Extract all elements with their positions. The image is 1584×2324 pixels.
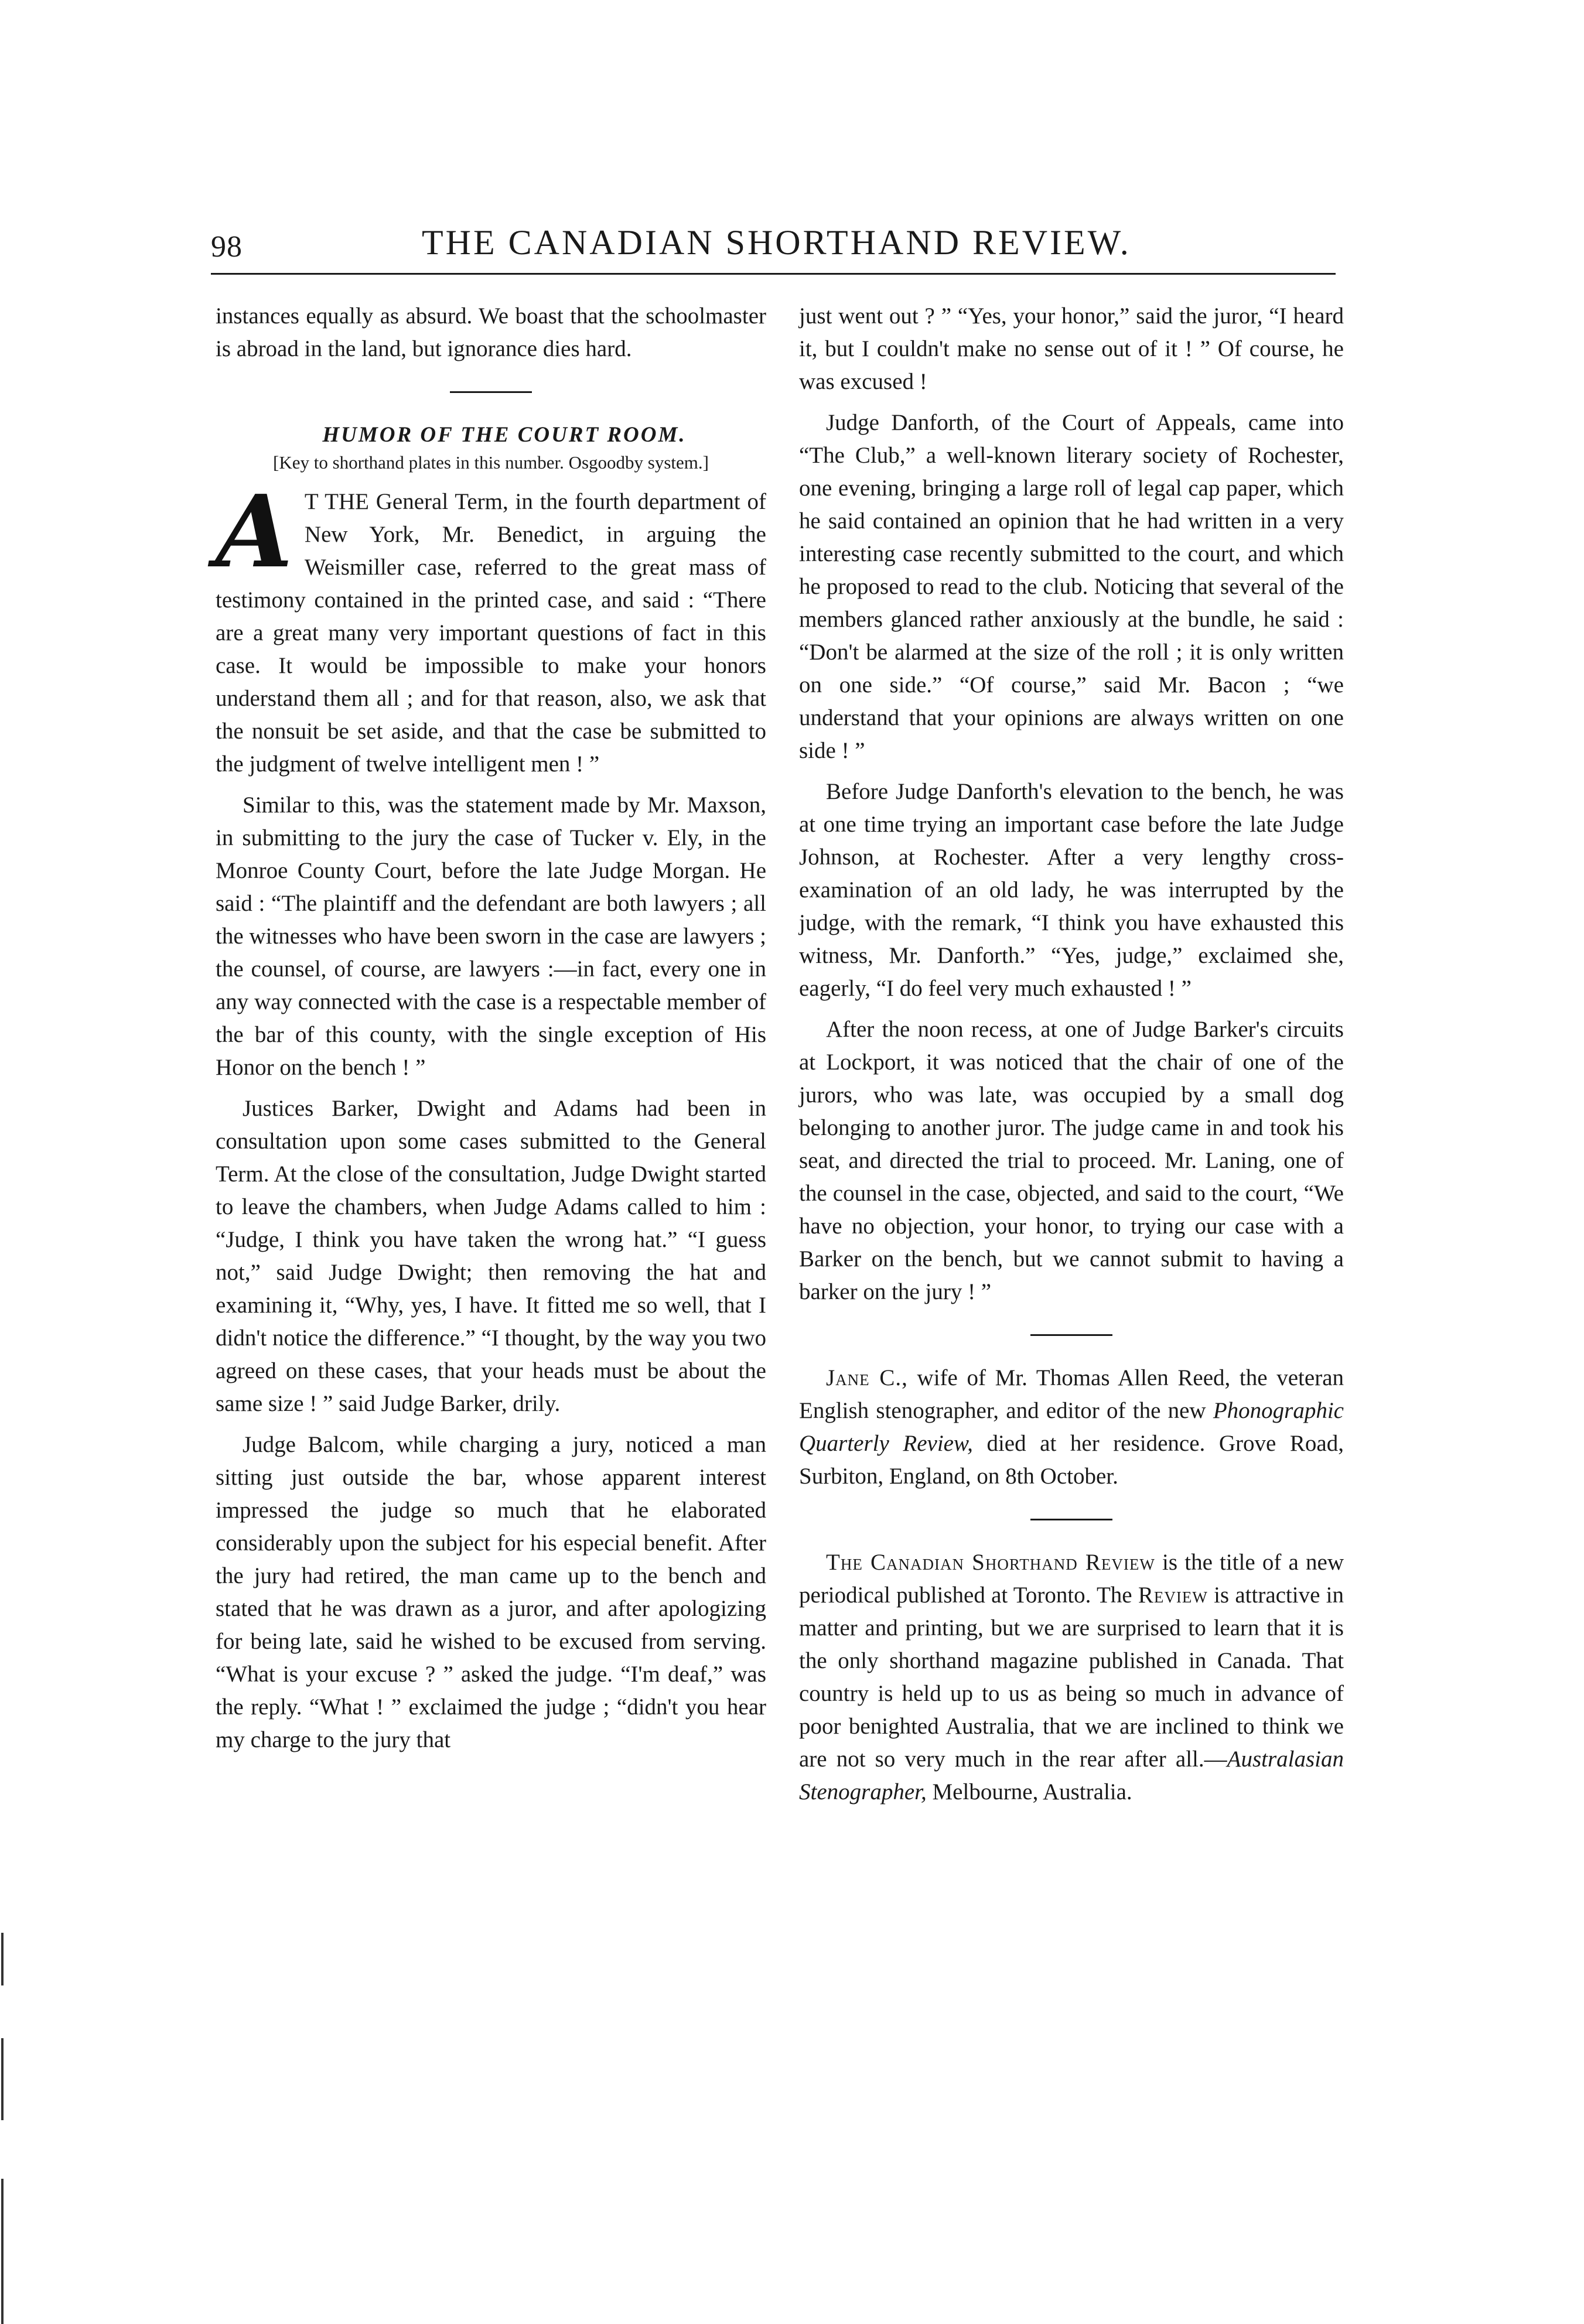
page-number: 98 [211, 230, 243, 264]
notice-text: is attractive in matter and printing, but we are surprised to learn that it is the only shorthand magazine published in Canada. That country is held up to us as being so much in advance of poor benighted Australia, that we are inclined to think we are not so very much in the rear after all.— [799, 1583, 1344, 1772]
running-title: THE CANADIAN SHORTHAND REVIEW. [422, 223, 1131, 262]
article-paragraph: Justices Barker, Dwight and Adams had been in consultation upon some cases submitted to the General Term. At the close of the consultation, Judge Dwight started to leave the chambers, when Judge Adams called to him : “Judge, I think you have taken the wrong hat.” “I guess not,” said Judge Dwight; then removing the hat and examining it, “Why, yes, I have. It fitted me so well, that I didn't notice the difference.” “I thought, by the way you two agreed on these cases, that your heads must be about the same size ! ” said Judge Barker, drily. [216, 1096, 766, 1416]
article-paragraph: just went out ? ” “Yes, your honor,” said the juror, “I heard it, but I couldn't make no sense out of it ! ” Of course, he was excused ! [799, 303, 1344, 394]
notice-italic: Phonographic Quarterly Review, [799, 1398, 1344, 1456]
section-divider [1030, 1519, 1112, 1520]
section-divider [1030, 1334, 1112, 1336]
notice-lead: Jane C., [826, 1365, 908, 1390]
notice-text: wife of Mr. Thomas Allen Reed, the veteran English stenographer, and editor of the new [799, 1365, 1344, 1423]
article-paragraph: Before Judge Danforth's elevation to the bench, he was at one time trying an important case before the late Judge Johnson, at Rochester. After a very lengthy cross-examination of an old lady, he was interrupted by the judge, with the remark, “I think you have exhausted this witness, Mr. Danforth.” “Yes, judge,” exclaimed she, eagerly, “I do feel very much exhausted ! ” [799, 779, 1344, 1001]
drop-cap: A [216, 473, 293, 590]
right-column [799, 300, 1344, 1809]
article-paragraph: Judge Danforth, of the Court of Appeals, came into “The Club,” a well-known literary society of Rochester, one evening, bringing a large roll of legal cap paper, which he said contained an opinion that he had written in a very interesting case recently submitted to the court, and which he proposed to read to the club. Noticing that several of the members glanced rather anxiously at the bundle, he said : “Don't be alarmed at the size of the roll ; it is only written on one side.” “Of course,” said Mr. Bacon ; “we understand that your opinions are always written on one side ! ” [799, 410, 1344, 763]
key-note: [Key to shorthand plates in this number. Osgoodby system.] [273, 452, 709, 473]
scan-edge-marks [0, 1933, 7, 2324]
notice-paragraph [799, 1546, 1344, 1809]
notice-review: Review [1138, 1583, 1208, 1608]
notice-text: is the title of a new periodical published at Toronto. The [799, 1550, 1344, 1608]
notice-text: died at her residence. Grove Road, Surbiton, England, on 8th October. [799, 1431, 1344, 1489]
notice-lead: The Canadian Shorthand Review [826, 1550, 1155, 1575]
notice-italic: Australasian Stenographer, [799, 1747, 1344, 1804]
section-title: HUMOR OF THE COURT ROOM. [322, 423, 687, 447]
article-paragraph-text: T THE General Term, in the fourth department of New York, Mr. Benedict, in arguing the Weismiller case, referred to the great mass of testimony contained in the printed case, and said : “There are a great many very important questions of fact in this case. It would be impossible to make your honors understand them all ; and for that reason, also, we ask that the nonsuit be set aside, and that the case be submitted to the judgment of twelve intelligent men ! ” [216, 489, 766, 777]
article-paragraph: Judge Balcom, while charging a jury, noticed a man sitting just outside the bar, whose apparent interest impressed the judge so much that he elaborated considerably upon the subject for his especial benefit. After the jury had retired, the man came up to the bench and stated that he was drawn as a juror, and after apologizing for being late, said he wished to be excused from serving. “What is your excuse ? ” asked the judge. “I'm deaf,” was the reply. “What ! ” exclaimed the judge ; “didn't you hear my charge to the jury that [216, 1432, 766, 1752]
notice-paragraph [799, 1362, 1344, 1493]
header-rule [211, 273, 1336, 275]
section-divider [450, 391, 532, 393]
article-paragraph: After the noon recess, at one of Judge Barker's circuits at Lockport, it was noticed that the chair of one of the jurors, who was late, was occupied by a small dog belonging to another juror. The judge came in and took his seat, and directed the trial to proceed. Mr. Laning, one of the counsel in the case, objected, and said to the court, “We have no objection, your honor, to trying our case with a Barker on the bench, but we cannot submit to having a barker on the jury ! ” [799, 1017, 1344, 1304]
intro-paragraph: instances equally as absurd. We boast that the schoolmaster is abroad in the land, but ignorance dies hard. [216, 303, 766, 361]
left-column [216, 300, 766, 1756]
article-paragraph [216, 473, 766, 781]
notice-text: Melbourne, Australia. [926, 1779, 1132, 1804]
article-paragraph: Similar to this, was the statement made by Mr. Maxson, in submitting to the jury the case of Tucker v. Ely, in the Monroe County Court, before the late Judge Morgan. He said : “The plaintiff and the defendant are both lawyers ; all the witnesses who have been sworn in the case are lawyers ; the counsel, of course, are lawyers :—in fact, every one in any way connected with the case is a respectable member of the bar of this county, with the single exception of His Honor on the bench ! ” [216, 792, 766, 1080]
